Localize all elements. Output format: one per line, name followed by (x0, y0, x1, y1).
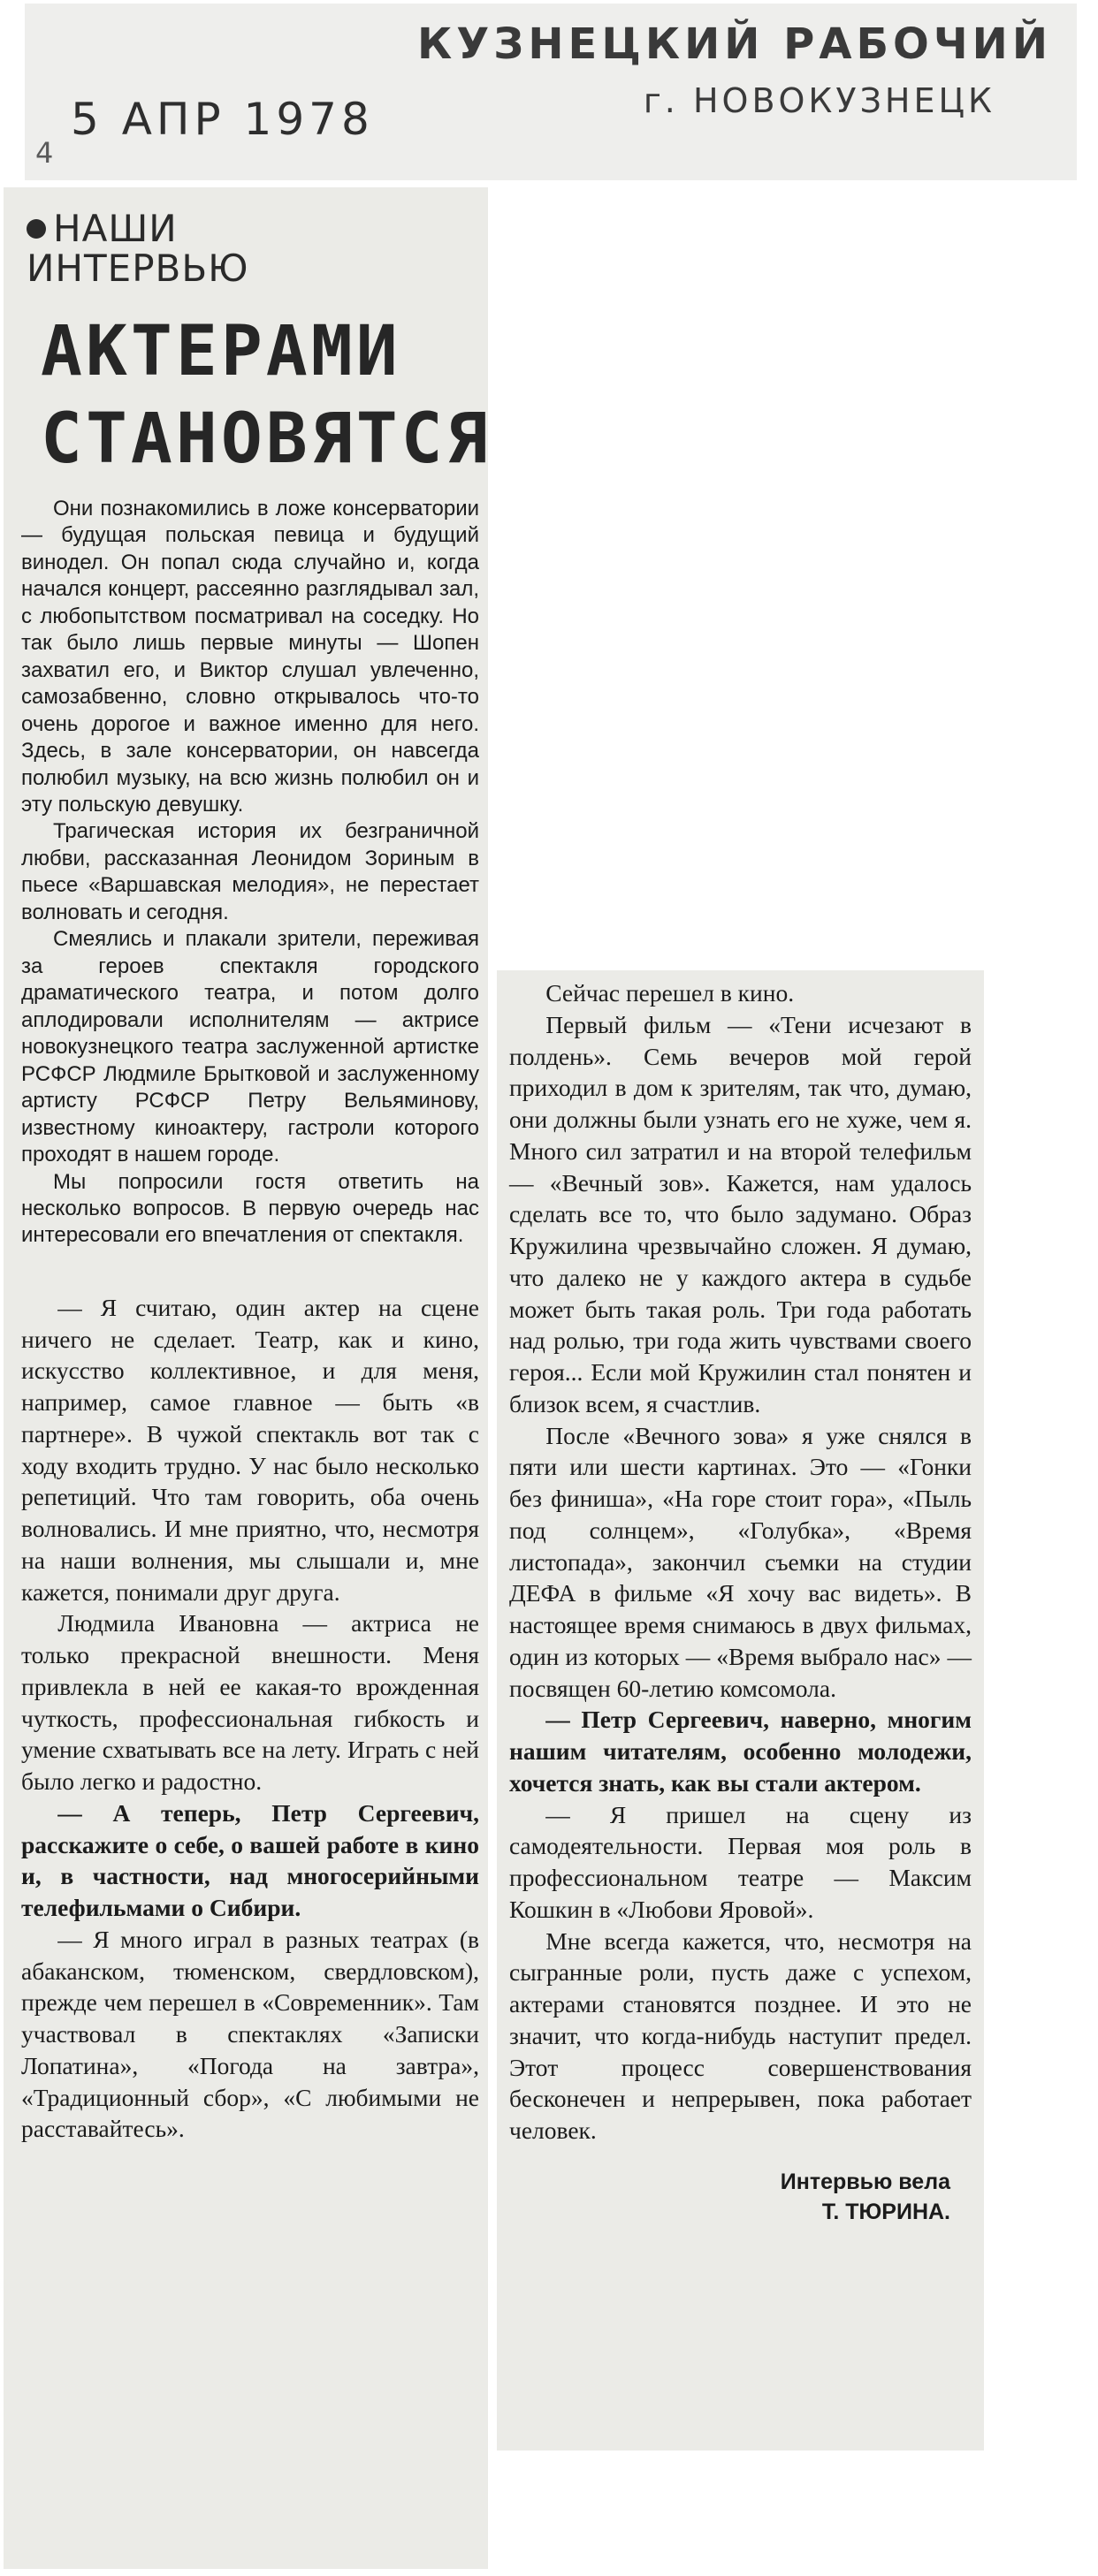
issue-date: 5 АПР 1978 (71, 94, 374, 145)
newspaper-city: г. НОВОКУЗНЕЦК (643, 81, 995, 120)
body-paragraph: Мне всегда кажется, что, несмотря на сыгранные роли, пусть даже с успехом, актерами становятся позднее. И это не значит, что когда-нибудь наступит предел. Этот процесс совершенствования бесконечен и непрерывен, пока работает человек. (509, 1926, 972, 2144)
intro-paragraph: Мы попросили гостя ответить на несколько вопросов. В первую очередь нас интересовали его впечатления от спектакля. (21, 1169, 479, 1248)
article-headline (41, 308, 492, 483)
interviewer-question: — А теперь, Петр Сергеевич, расскажите о себе, о вашей работе в кино и, в частности, над многосерийными телефильмами о Сибири. (21, 1798, 479, 1922)
intro-paragraph: Они познакомились в ложе консерватории — будущая польская певица и будущий винодел. Он попал сюда случайно и, когда начался концерт, рассеянно разглядывал зал, с любопытством посматривал на соседку. Но так было лишь первые минуты — Шопен захватил его, и Виктор слушал увлеченно, самозабвенно, словно открывалось что-то очень дорогое и важное именно для него. Здесь, в зале консерватории, он навсегда полюбил музыку, на всю жизнь полюбил он и эту польскую девушку. (21, 496, 479, 817)
body-paragraph: — Я пришел на сцену из самодеятельности. Первая моя роль в профессиональном театре — Максим Кошкин в «Любови Яровой». (509, 1800, 972, 1923)
rubric-text-1: НАШИ (53, 207, 178, 250)
signature (509, 2168, 972, 2228)
body-paragraph: — Я много играл в разных театрах (в абаканском, тюменском, свердловском), прежде чем перешел в «Современник». Там участвовал в спектаклях «Записки Лопатина», «Погода на завтра», «Традиционный сбор», «С любимыми не расставайтесь». (21, 1925, 479, 2143)
body-paragraph: Первый фильм — «Тени исчезают в полдень». Семь вечеров мой герой приходил в дом к зрителям, так что, думаю, они должны были узнать его не хуже, чем я. Много сил затратил и на второй телефильм — «Вечный зов». Кажется, нам удалось сделать все то, что было задумано. Образ Кружилина чрезвычайно сложен. Я думаю, что далеко не у каждого актера в судьбе может быть такая роль. Три года работать над ролью, три года жить чувствами своего героя... Если мой Кружилин стал понятен и близок всем, я счастлив. (509, 1010, 972, 1417)
headline-line-2: СТАНОВЯТСЯ (41, 399, 492, 479)
article-intro (21, 496, 479, 1250)
article-left-column (4, 187, 492, 2569)
rubric (27, 209, 479, 289)
headline-line-1: АКТЕРАМИ (41, 311, 401, 391)
interviewer-question: — Петр Сергеевич, наверно, многим нашим читателям, особенно молодежи, хочется знать, как вы стали актером. (509, 1706, 972, 1797)
body-paragraph: После «Вечного зова» я уже снялся в пяти или шести картинах. Это — «Гонки без финиша», «На горе стоит гора», «Пыль под солнцем», «Голубка», «Время листопада», закончил съемки на студии ДЕФА в фильме «Я хочу вас видеть». В настоящее время снимаюсь в двух фильмах, один из которых — «Время выбрало нас» — посвящен 60-летию комсомола. (509, 1421, 972, 1702)
handwritten-mark: 4 (35, 136, 54, 170)
section-gap (21, 1250, 479, 1292)
interview-body-right (509, 977, 972, 2147)
rubric-line-1 (27, 209, 479, 248)
rubric-line-2: ИНТЕРВЬЮ (27, 247, 249, 291)
clipping-stamp (25, 4, 1077, 180)
intro-paragraph: Трагическая история их безграничной любви, рассказанная Леонидом Зориным в пьесе «Варшавская мелодия», не перестает волновать и сегодня. (21, 819, 479, 924)
signature-author: Т. ТЮРИНА. (821, 2199, 950, 2224)
article-right-column (497, 970, 984, 2451)
intro-paragraph: Смеялись и плакали зрители, переживая за героев спектакля городского драматического театра, и потом долго аплодировали исполнителям — актрисе новокузнецкого театра заслуженной артистке РСФСР Людмиле Брытковой и заслуженному артисту РСФСР Петру Вельяминову, известному киноактеру, гастроли которого проходят в нашем городе. (21, 927, 479, 1167)
body-paragraph: — Я считаю, один актер на сцене ничего не сделает. Театр, как и кино, искусство коллективное, и для меня, например, самое главное — быть «в партнере». В чужой спектакль вот так с ходу входить трудно. У нас было несколько репетиций. Что там говорить, оба очень волновались. И мне приятно, что, несмотря на наши волнения, мы слышали и, мне кажется, понимали друг друга. (21, 1293, 479, 1606)
signature-line-1: Интервью вела (780, 2169, 950, 2194)
body-paragraph: Людмила Ивановна — актриса не только прекрасной внешности. Меня привлекла в ней ее какая-то врожденная чуткость, профессиональная гибкость и умение схватывать все на лету. Играть с ней было легко и радостно. (21, 1609, 479, 1796)
interview-body-left (21, 1292, 479, 2145)
body-paragraph: Сейчас перешел в кино. (545, 979, 795, 1007)
newspaper-name: КУЗНЕЦКИЙ РАБОЧИЙ (417, 19, 1052, 69)
bullet-icon (27, 219, 46, 239)
